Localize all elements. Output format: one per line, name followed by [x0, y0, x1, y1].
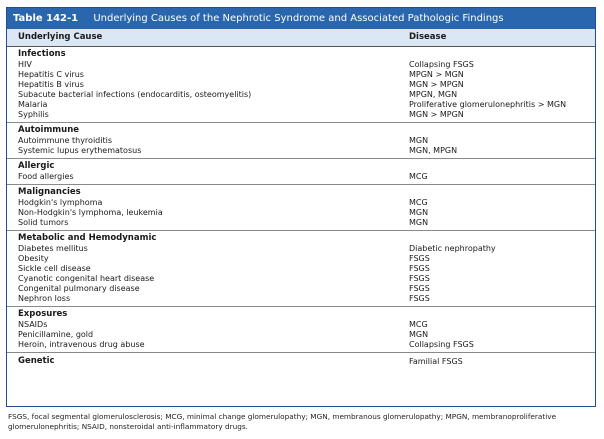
table-column-headers: [7, 29, 595, 47]
cause-cell: Diabetes mellitus: [18, 243, 88, 253]
disease-cell: Collapsing FSGS: [409, 340, 474, 349]
table-footnote: FSGS, focal segmental glomerulosclerosis; MCG, minimal change glomerulopathy; MGN, membranous glomerulopathy; MPGN, membranoproliferative glomerulonephritis; NSAID, nonsteroidal anti-inflammatory drugs.: [8, 412, 557, 431]
disease-cell: Familial FSGS: [409, 357, 463, 367]
cause-cell: Systemic lupus erythematosus: [18, 146, 142, 156]
disease-cell: Collapsing FSGS: [409, 59, 474, 69]
section-malignancies: [7, 185, 595, 231]
table-row: [7, 320, 595, 330]
disease-cell: MGN: [409, 217, 429, 227]
cause-cell: Malaria: [18, 100, 48, 110]
cause-cell: Autoimmune thyroiditis: [18, 135, 112, 145]
section-autoimmune: [7, 123, 595, 159]
table-row: [7, 244, 595, 254]
cause-cell: Congenital pulmonary disease: [18, 283, 140, 293]
disease-cell: FSGS: [409, 263, 430, 273]
cause-cell: Cyanotic congenital heart disease: [18, 273, 155, 283]
cause-cell: HIV: [18, 59, 32, 69]
nephrotic-causes-table: [6, 7, 596, 407]
table-row: [7, 254, 595, 264]
table-row: [7, 90, 595, 100]
table-row: [7, 355, 595, 367]
table-body: [7, 47, 595, 369]
table-number: Table 142-1: [13, 13, 79, 24]
table-row: [7, 100, 595, 110]
table-row: [7, 340, 595, 350]
header-disease: Disease: [409, 32, 447, 42]
disease-cell: MCG: [409, 171, 428, 181]
disease-cell: Diabetic nephropathy: [409, 243, 496, 253]
disease-cell: Proliferative glomerulonephritis > MGN: [409, 100, 567, 110]
cause-cell: Hepatitis B virus: [18, 79, 84, 89]
table-row: [7, 60, 595, 70]
section-heading: Allergic: [18, 161, 55, 172]
cause-cell: Subacute bacterial infections (endocarditis, osteomyelitis): [18, 89, 252, 99]
table-row: [7, 70, 595, 80]
section-heading: Malignancies: [18, 186, 81, 197]
disease-cell: MGN > MPGN: [409, 79, 464, 89]
disease-cell: MGN: [409, 329, 429, 339]
section-heading: Genetic: [18, 356, 55, 367]
cause-cell: Obesity: [18, 253, 49, 263]
section-metabolic-and-hemodynamic: [7, 231, 595, 307]
disease-cell: MGN, MPGN: [409, 146, 458, 156]
cause-cell: Heroin, intravenous drug abuse: [18, 340, 145, 349]
disease-cell: MGN: [409, 135, 429, 145]
table-row: [7, 218, 595, 228]
table-row: [7, 274, 595, 284]
cause-cell: Non-Hodgkin's lymphoma, leukemia: [18, 207, 163, 217]
cause-cell: Hepatitis C virus: [18, 69, 84, 79]
disease-cell: FSGS: [409, 273, 430, 283]
table-row: [7, 208, 595, 218]
cause-cell: Nephron loss: [18, 294, 71, 304]
section-allergic: [7, 159, 595, 185]
cause-cell: NSAIDs: [18, 319, 48, 329]
section-genetic: [7, 353, 595, 369]
table-row: [7, 198, 595, 208]
disease-cell: FSGS: [409, 283, 430, 293]
disease-cell: FSGS: [409, 294, 430, 304]
disease-cell: MPGN > MGN: [409, 69, 464, 79]
disease-cell: MPGN, MGN: [409, 89, 458, 99]
table-row: [7, 110, 595, 120]
cause-cell: Food allergies: [18, 171, 74, 181]
table-row: [7, 284, 595, 294]
disease-cell: MGN: [409, 207, 429, 217]
table-row: [7, 146, 595, 156]
cause-cell: Hodgkin's lymphoma: [18, 197, 103, 207]
table-title-bar: [7, 8, 595, 29]
section-infections: [7, 47, 595, 123]
table-row: [7, 136, 595, 146]
cause-cell: Solid tumors: [18, 217, 69, 227]
section-exposures: [7, 307, 595, 353]
disease-cell: MCG: [409, 319, 428, 329]
table-row: [7, 294, 595, 304]
cause-cell: Sickle cell disease: [18, 263, 91, 273]
section-heading: Metabolic and Hemodynamic: [18, 232, 157, 243]
cause-cell: Penicillamine, gold: [18, 329, 94, 339]
table-row: [7, 172, 595, 182]
disease-cell: FSGS: [409, 253, 430, 263]
table-row: [7, 330, 595, 340]
header-underlying-cause: Underlying Cause: [18, 32, 103, 42]
disease-cell: MCG: [409, 197, 428, 207]
disease-cell: MGN > MPGN: [409, 110, 464, 120]
section-heading: Autoimmune: [18, 125, 80, 136]
section-heading: Infections: [18, 49, 66, 59]
cause-cell: Syphilis: [18, 110, 49, 120]
section-heading: Exposures: [18, 309, 68, 320]
table-row: [7, 264, 595, 274]
table-row: [7, 80, 595, 90]
table-title: Underlying Causes of the Nephrotic Syndrome and Associated Pathologic Findings: [93, 13, 504, 24]
